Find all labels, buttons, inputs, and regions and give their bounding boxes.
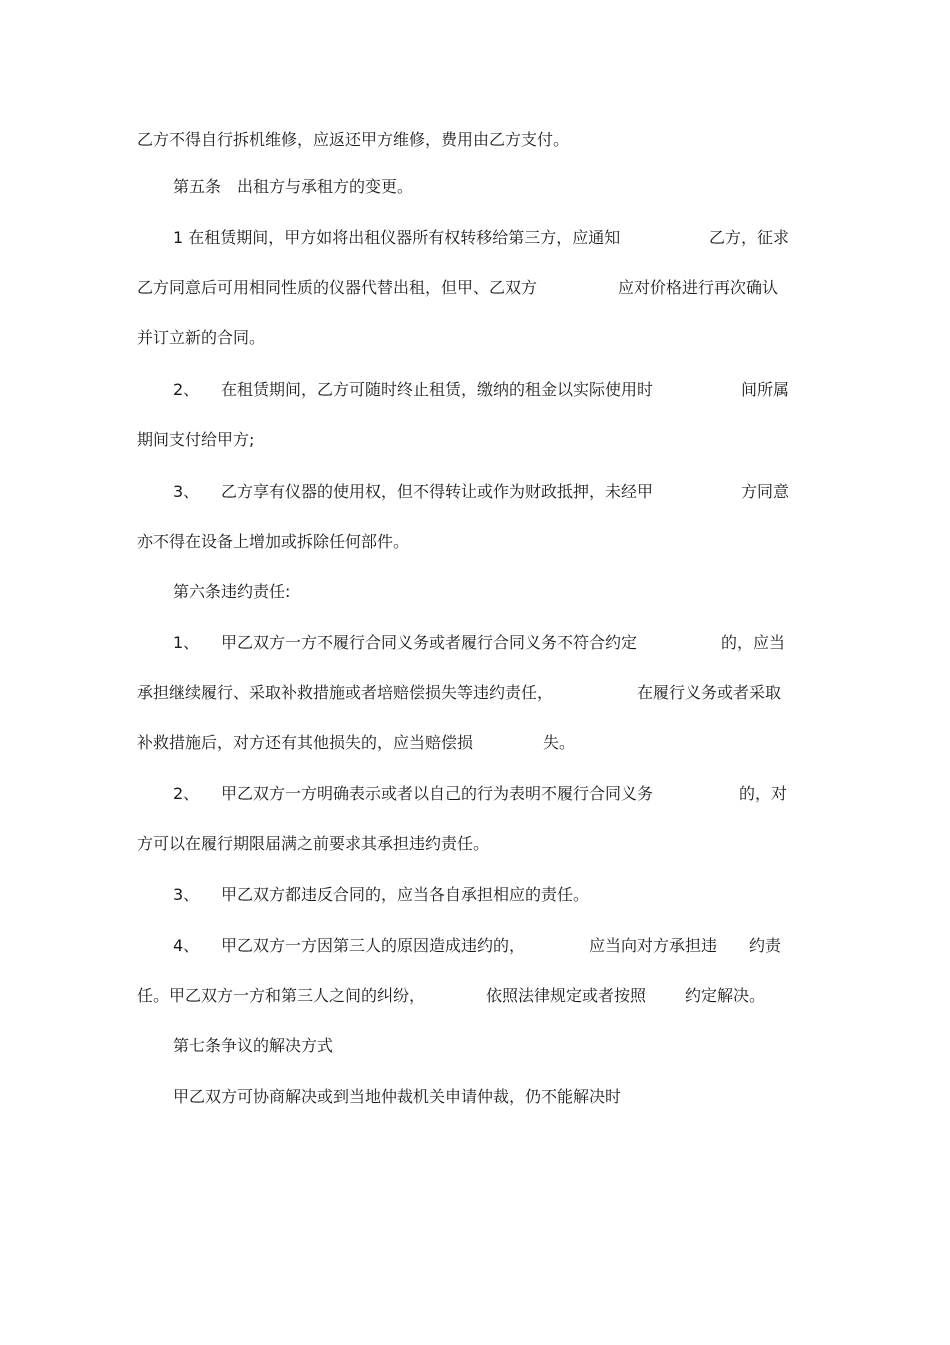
text-segment: 亦不得在设备上增加或拆除任何部件。 (137, 532, 410, 551)
text-segment: 承担继续履行、采取补救措施或者培赔偿损失等违约责任， (137, 683, 554, 702)
text-segment: 的，应当 (721, 633, 786, 652)
text-segment: 第六条违约责任: (173, 582, 291, 601)
text-segment: 期间支付给甲方; (137, 430, 255, 449)
text-segment: 依照法律规定或者按照 (486, 986, 647, 1005)
list-number: 2、 (173, 784, 200, 803)
text-segment: 甲乙双方可协商解决或到当地仲裁机关申请仲裁，仍不能解决时 (173, 1087, 622, 1106)
text-segment: 乙方，征求 (709, 228, 790, 247)
text-segment: 方同意 (741, 482, 790, 501)
text-segment: 失。 (543, 733, 576, 752)
list-number: 3、 (173, 885, 200, 904)
text-segment: 乙方不得自行拆机维修，应返还甲方维修，费用由乙方支付。 (137, 130, 570, 149)
text-segment: 应对价格进行再次确认 (618, 278, 779, 297)
text-segment: 甲乙双方一方不履行合同义务或者履行合同义务不符合约定 (221, 633, 638, 652)
text-segment: 1 在租赁期间，甲方如将出租仪器所有权转移给第三方，应通知 (173, 228, 621, 247)
text-segment: 的，对 (739, 784, 788, 803)
text-segment: 乙方同意后可用相同性质的仪器代替出租，但甲、乙双方 (137, 278, 538, 297)
list-number: 3、 (173, 482, 200, 501)
text-segment: 第五条 出租方与承租方的变更。 (173, 177, 414, 196)
text-segment: 约责 (749, 936, 782, 955)
text-segment: 甲乙双方一方因第三人的原因造成违约的， (221, 936, 526, 955)
text-segment: 乙方享有仪器的使用权，但不得转让或作为财政抵押，未经甲 (221, 482, 654, 501)
text-segment: 补救措施后，对方还有其他损失的，应当赔偿损 (137, 733, 474, 752)
text-segment: 约定解决。 (685, 986, 766, 1005)
text-segment: 甲乙双方都违反合同的，应当各自承担相应的责任。 (221, 885, 590, 904)
text-segment: 应当向对方承担违 (589, 936, 718, 955)
text-segment: 方可以在履行期限届满之前要求其承担违约责任。 (137, 834, 490, 853)
list-number: 1、 (173, 633, 200, 652)
text-segment: 第七条争议的解决方式 (173, 1036, 334, 1055)
text-segment: 间所属 (741, 380, 790, 399)
text-segment: 任。甲乙双方一方和第三人之间的纠纷， (137, 986, 426, 1005)
text-segment: 并订立新的合同。 (137, 328, 266, 347)
list-number: 2、 (173, 380, 200, 399)
list-number: 4、 (173, 936, 200, 955)
text-segment: 甲乙双方一方明确表示或者以自己的行为表明不履行合同义务 (221, 784, 654, 803)
text-segment: 在履行义务或者采取 (637, 683, 782, 702)
text-segment: 在租赁期间，乙方可随时终止租赁，缴纳的租金以实际使用时 (221, 380, 654, 399)
